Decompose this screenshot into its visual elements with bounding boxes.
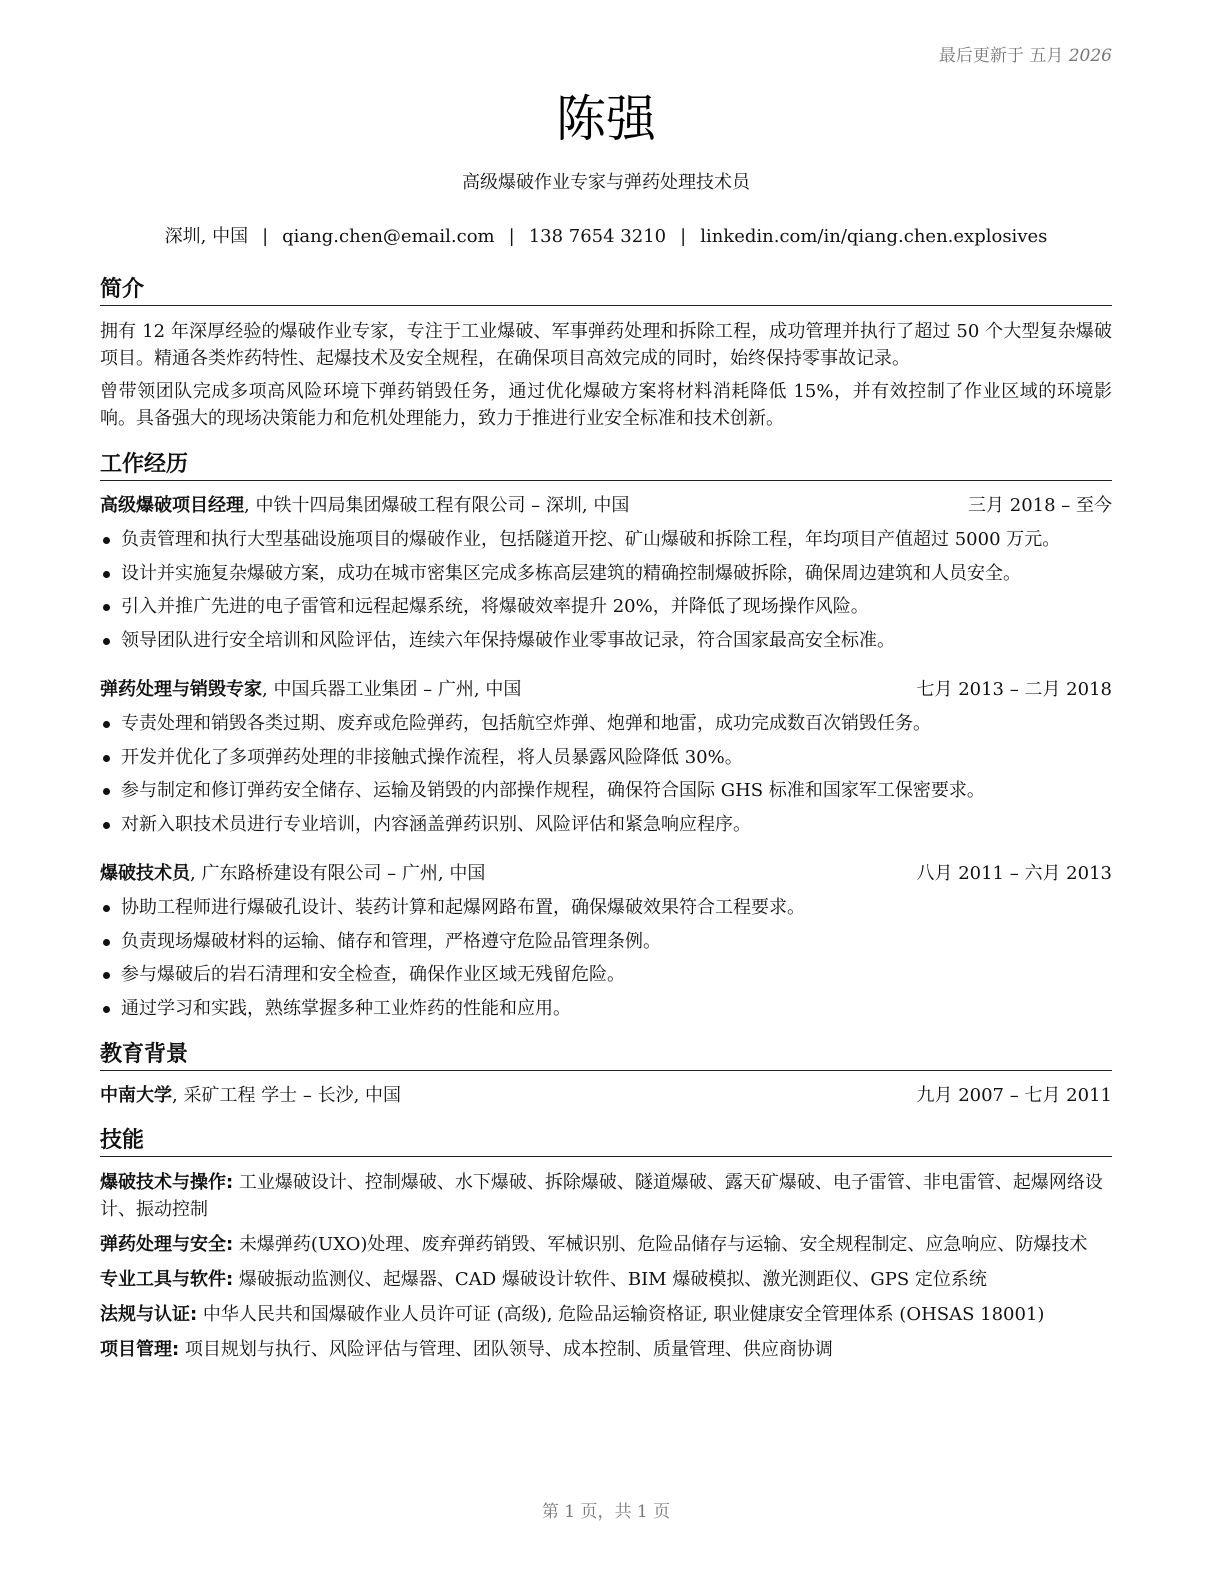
- skill-line: [100, 1266, 1112, 1293]
- skill-value: 未爆弹药(UXO)处理、废弃弹药销毁、军械识别、危险品储存与运输、安全规程制定、应急响应、防爆技术: [233, 1234, 1088, 1255]
- resume-page: [100, 0, 1112, 1584]
- contact-line: [100, 224, 1112, 250]
- skill-label: 弹药处理与安全:: [100, 1234, 234, 1255]
- skill-value: 爆破振动监测仪、起爆器、CAD 爆破设计软件、BIM 爆破模拟、激光测距仪、GPS 定位系统: [233, 1269, 987, 1290]
- job-dates: 八月 2011 – 六月 2013: [916, 863, 1112, 884]
- job-role: 高级爆破项目经理: [100, 495, 244, 516]
- education-detail: , 采矿工程 学士 – 长沙, 中国: [172, 1085, 402, 1106]
- skill-line: [100, 1231, 1112, 1258]
- summary-paragraph: 拥有 12 年深厚经验的爆破作业专家，专注于工业爆破、军事弹药处理和拆除工程，成功管理并执行了超过 50 个大型复杂爆破项目。精通各类炸药特性、起爆技术及安全规程，在确保项目高效完成的同时，始终保持零事故记录。: [100, 321, 1112, 369]
- job-org: , 中国兵器工业集团 – 广州, 中国: [262, 679, 522, 700]
- skill-line: [100, 1301, 1112, 1328]
- job-bullets: [100, 891, 1112, 1025]
- section-title-education: 教育背景: [100, 1041, 1112, 1071]
- section-title-experience: 工作经历: [100, 451, 1112, 481]
- job-role-org: [100, 677, 521, 703]
- last-updated: [939, 44, 1112, 68]
- contact-location: 深圳, 中国: [164, 226, 249, 247]
- job-entry: [100, 861, 1112, 1025]
- job-bullet: 引入并推广先进的电子雷管和远程起爆系统，将爆破效率提升 20%，并降低了现场操作风险。: [100, 590, 1112, 624]
- job-entry: [100, 493, 1112, 657]
- job-org: , 中铁十四局集团爆破工程有限公司 – 深圳, 中国: [244, 495, 630, 516]
- summary-paragraph: 曾带领团队完成多项高风险环境下弹药销毁任务，通过优化爆破方案将材料消耗降低 15%，并有效控制了作业区域的环境影响。具备强大的现场决策能力和危机处理能力，致力于推进行业安全标准和技术创新。: [100, 381, 1112, 429]
- skill-value: 中华人民共和国爆破作业人员许可证 (高级), 危险品运输资格证, 职业健康安全管理体系 (OHSAS 18001): [197, 1304, 1045, 1325]
- job-org: , 广东路桥建设有限公司 – 广州, 中国: [190, 863, 486, 884]
- contact-email[interactable]: qiang.chen@email.com: [282, 226, 495, 247]
- job-bullet: 对新入职技术员进行专业培训，内容涵盖弹药识别、风险评估和紧急响应程序。: [100, 808, 1112, 842]
- skill-value: 工业爆破设计、控制爆破、水下爆破、拆除爆破、隧道爆破、露天矿爆破、电子雷管、非电雷管、起爆网络设计、振动控制: [100, 1172, 1103, 1220]
- skills-section: [100, 1127, 1112, 1371]
- job-entry: [100, 677, 1112, 841]
- job-role-org: [100, 493, 629, 519]
- job-bullets: [100, 523, 1112, 657]
- job-dates: 七月 2013 – 二月 2018: [916, 679, 1112, 700]
- education-school: 中南大学: [100, 1085, 172, 1106]
- section-title-skills: 技能: [100, 1127, 1112, 1157]
- skill-value: 项目规划与执行、风险评估与管理、团队领导、成本控制、质量管理、供应商协调: [179, 1339, 833, 1360]
- job-role-org: [100, 861, 485, 887]
- skill-line: [100, 1169, 1112, 1223]
- job-bullet: 负责管理和执行大型基础设施项目的爆破作业，包括隧道开挖、矿山爆破和拆除工程，年均项目产值超过 5000 万元。: [100, 523, 1112, 557]
- education-school-detail: [100, 1083, 401, 1109]
- page-footer: 第 1 页，共 1 页: [541, 1502, 671, 1522]
- contact-separator: |: [508, 226, 515, 247]
- job-role: 弹药处理与销毁专家: [100, 679, 262, 700]
- job-bullet: 负责现场爆破材料的运输、储存和管理，严格遵守危险品管理条例。: [100, 925, 1112, 959]
- job-bullets: [100, 707, 1112, 841]
- job-role: 爆破技术员: [100, 863, 190, 884]
- last-updated-year: 2026: [1068, 46, 1112, 66]
- skill-label: 项目管理:: [100, 1339, 180, 1360]
- education-entry: [100, 1083, 1112, 1109]
- education-section: [100, 1041, 1112, 1109]
- job-bullet: 开发并优化了多项弹药处理的非接触式操作流程，将人员暴露风险降低 30%。: [100, 741, 1112, 775]
- contact-separator: |: [262, 226, 269, 247]
- job-bullet: 协助工程师进行爆破孔设计、装药计算和起爆网路布置，确保爆破效果符合工程要求。: [100, 891, 1112, 925]
- contact-separator: |: [680, 226, 687, 247]
- job-bullet: 通过学习和实践，熟练掌握多种工业炸药的性能和应用。: [100, 992, 1112, 1026]
- experience-section: [100, 451, 1112, 1045]
- contact-linkedin[interactable]: linkedin.com/in/qiang.chen.explosives: [700, 226, 1048, 247]
- skill-label: 爆破技术与操作:: [100, 1172, 234, 1193]
- job-header: [100, 861, 1112, 887]
- skill-label: 法规与认证:: [100, 1304, 198, 1325]
- summary-section: [100, 276, 1112, 438]
- contact-phone: 138 7654 3210: [528, 226, 667, 247]
- job-bullet: 领导团队进行安全培训和风险评估，连续六年保持爆破作业零事故记录，符合国家最高安全标准。: [100, 624, 1112, 658]
- job-bullet: 参与制定和修订弹药安全储存、运输及销毁的内部操作规程，确保符合国际 GHS 标准和国家军工保密要求。: [100, 774, 1112, 808]
- skill-line: [100, 1336, 1112, 1363]
- job-bullet: 设计并实施复杂爆破方案，成功在城市密集区完成多栋高层建筑的精确控制爆破拆除，确保周边建筑和人员安全。: [100, 557, 1112, 591]
- job-bullet: 专责处理和销毁各类过期、废弃或危险弹药，包括航空炸弹、炮弹和地雷，成功完成数百次销毁任务。: [100, 707, 1112, 741]
- education-dates: 九月 2007 – 七月 2011: [916, 1085, 1112, 1106]
- job-bullet: 参与爆破后的岩石清理和安全检查，确保作业区域无残留危险。: [100, 958, 1112, 992]
- candidate-name: 陈强: [556, 90, 656, 148]
- job-dates: 三月 2018 – 至今: [968, 495, 1112, 516]
- job-header: [100, 677, 1112, 703]
- last-updated-prefix: 最后更新于 五月: [938, 46, 1069, 66]
- candidate-title: 高级爆破作业专家与弹药处理技术员: [462, 172, 750, 193]
- job-header: [100, 493, 1112, 519]
- section-title-summary: 简介: [100, 276, 1112, 306]
- skill-label: 专业工具与软件:: [100, 1269, 234, 1290]
